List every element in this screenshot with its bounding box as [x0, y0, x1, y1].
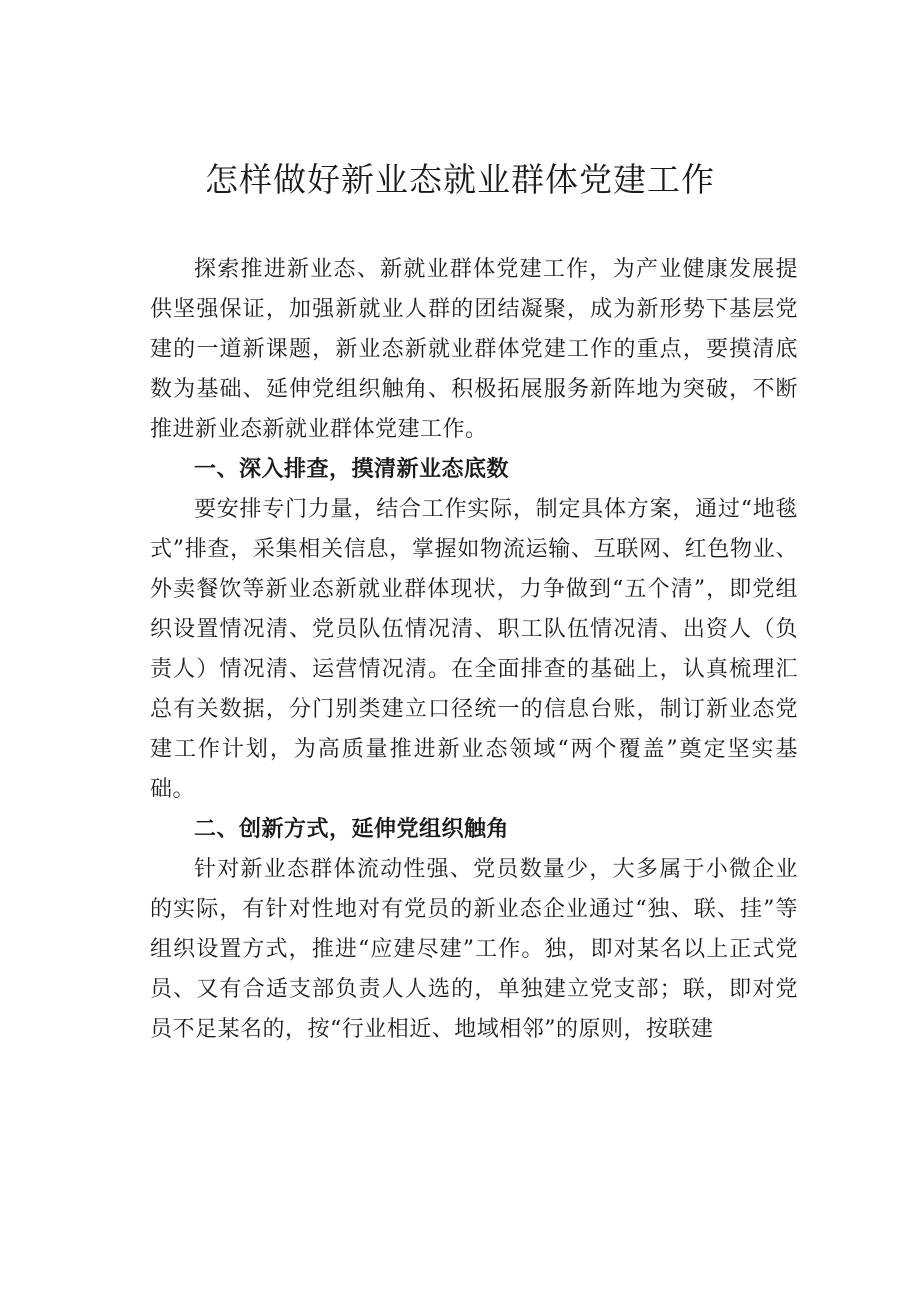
- section-heading-1: 一、深入排查，摸清新业态底数: [194, 457, 510, 482]
- section-paragraph-2: 针对新业态群体流动性强、党员数量少，大多属于小微企业的实际，有针对性地对有党员的新业态企业通过“独、联、挂”等组织设置方式，推进“应建尽建”工作。独，即对某名以上正式党员、又有合适支部负责人人选的，单独建立党支部；联，即对党员不足某名的，按“行业相近、地域相邻”的原则，按联建: [150, 857, 798, 1042]
- intro-paragraph: 探索推进新业态、新就业群体党建工作，为产业健康发展提供坚强保证，加强新就业人群的团结凝聚，成为新形势下基层党建的一道新课题，新业态新就业群体党建工作的重点，要摸清底数为基础、延伸党组织触角、积极拓展服务新阵地为突破，不断推进新业态新就业群体党建工作。: [150, 257, 798, 442]
- section-heading-2: 二、创新方式，延伸党组织触角: [194, 817, 510, 842]
- document-title: 怎样做好新业态就业群体党建工作: [205, 160, 715, 199]
- document-body: [150, 250, 798, 1050]
- section-paragraph-1: 要安排专门力量，结合工作实际，制定具体方案，通过“地毯式”排查，采集相关信息，掌握如物流运输、互联网、红色物业、外卖餐饮等新业态新就业群体现状，力争做到“五个清”，即党组织设置情况清、党员队伍情况清、职工队伍情况清、出资人（负责人）情况清、运营情况清。在全面排查的基础上，认真梳理汇总有关数据，分门别类建立口径统一的信息台账，制订新业态党建工作计划，为高质量推进新业态领域“两个覆盖”奠定坚实基础。: [150, 497, 798, 802]
